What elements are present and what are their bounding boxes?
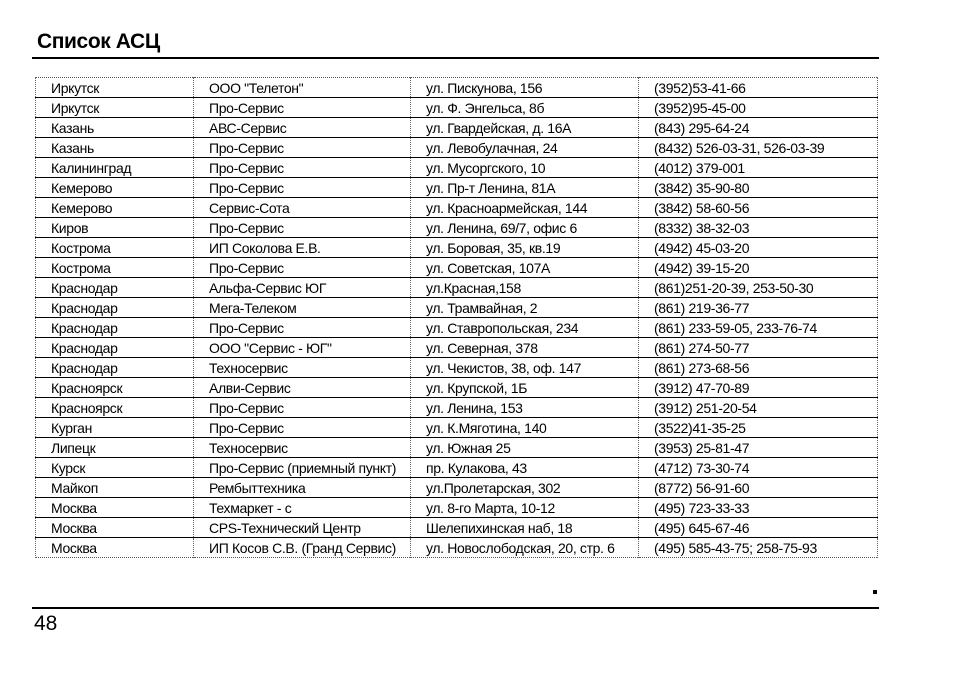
table-row [36,358,878,378]
table-row [36,398,878,418]
cell-address: ул. Северная, 378 [411,338,639,358]
cell-phone: (3953) 25-81-47 [639,438,878,458]
cell-company: Про-Сервис [194,158,411,178]
table-row [36,298,878,318]
cell-address: ул. Красноармейская, 144 [411,198,639,218]
cell-city: Москва [36,498,194,518]
cell-company: Про-Сервис [194,258,411,278]
cell-city: Курск [36,458,194,478]
table-row [36,178,878,198]
cell-company: ООО "Сервис - ЮГ" [194,338,411,358]
cell-phone: (3912) 47-70-89 [639,378,878,398]
cell-address: ул. Боровая, 35, кв.19 [411,238,639,258]
table-row [36,518,878,538]
cell-city: Липецк [36,438,194,458]
cell-company: Про-Сервис [194,398,411,418]
cell-phone: (4942) 45-03-20 [639,238,878,258]
cell-phone: (861) 274-50-77 [639,338,878,358]
cell-phone: (843) 295-64-24 [639,118,878,138]
table-row [36,318,878,338]
cell-company: Рембыттехника [194,478,411,498]
cell-phone: (8432) 526-03-31, 526-03-39 [639,138,878,158]
table-row [36,278,878,298]
cell-address: ул. К.Мяготина, 140 [411,418,639,438]
cell-phone: (495) 723-33-33 [639,498,878,518]
cell-address: Шелепихинская наб, 18 [411,518,639,538]
cell-phone: (861)251-20-39, 253-50-30 [639,278,878,298]
cell-phone: (3952)95-45-00 [639,98,878,118]
cell-city: Майкоп [36,478,194,498]
table-row [36,258,878,278]
table-row [36,78,878,98]
cell-company: Мега-Телеком [194,298,411,318]
cell-company: ИП Косов С.В. (Гранд Сервис) [194,538,411,558]
cell-company: Техносервис [194,358,411,378]
cell-address: ул. Трамвайная, 2 [411,298,639,318]
cell-city: Кострома [36,238,194,258]
cell-company: Про-Сервис [194,418,411,438]
cell-city: Москва [36,518,194,538]
cell-address: ул. Гвардейская, д. 16А [411,118,639,138]
cell-company: Техносервис [194,438,411,458]
footer-divider [32,607,879,609]
cell-company: Техмаркет - с [194,498,411,518]
cell-city: Краснодар [36,298,194,318]
cell-phone: (3842) 35-90-80 [639,178,878,198]
cell-address: ул. Ставропольская, 234 [411,318,639,338]
table-row [36,198,878,218]
table-body [36,78,878,558]
cell-company: ООО "Телетон" [194,78,411,98]
cell-phone: (3522)41-35-25 [639,418,878,438]
cell-company: Про-Сервис (приемный пункт) [194,458,411,478]
cell-address: ул. Пискунова, 156 [411,78,639,98]
cell-phone: (4712) 73-30-74 [639,458,878,478]
cell-company: Про-Сервис [194,98,411,118]
table-row [36,138,878,158]
cell-address: ул. Советская, 107А [411,258,639,278]
page-title: Список АСЦ [37,30,160,53]
end-marker [873,590,877,594]
cell-city: Киров [36,218,194,238]
cell-company: CPS-Технический Центр [194,518,411,538]
table-row [36,498,878,518]
cell-address: ул. Ф. Энгельса, 8б [411,98,639,118]
cell-city: Краснодар [36,278,194,298]
cell-phone: (861) 233-59-05, 233-76-74 [639,318,878,338]
table-row [36,458,878,478]
cell-address: пр. Кулакова, 43 [411,458,639,478]
cell-phone: (8332) 38-32-03 [639,218,878,238]
cell-company: Про-Сервис [194,138,411,158]
cell-company: Про-Сервис [194,218,411,238]
table-row [36,238,878,258]
cell-city: Курган [36,418,194,438]
cell-address: ул. Чекистов, 38, оф. 147 [411,358,639,378]
table-row [36,118,878,138]
cell-phone: (861) 219-36-77 [639,298,878,318]
cell-city: Иркутск [36,78,194,98]
cell-phone: (495) 645-67-46 [639,518,878,538]
cell-city: Красноярск [36,378,194,398]
cell-address: ул. Крупской, 1Б [411,378,639,398]
cell-city: Краснодар [36,318,194,338]
cell-address: ул. Левобулачная, 24 [411,138,639,158]
cell-phone: (4942) 39-15-20 [639,258,878,278]
cell-company: Альфа-Сервис ЮГ [194,278,411,298]
table-row [36,158,878,178]
cell-city: Краснодар [36,338,194,358]
cell-address: ул. 8-го Марта, 10-12 [411,498,639,518]
cell-phone: (4012) 379-001 [639,158,878,178]
cell-city: Кострома [36,258,194,278]
table-row [36,338,878,358]
cell-address: ул. Новослободская, 20, стр. 6 [411,538,639,558]
table-row [36,418,878,438]
cell-city: Кемерово [36,178,194,198]
cell-phone: (3842) 58-60-56 [639,198,878,218]
cell-city: Казань [36,118,194,138]
cell-company: ИП Соколова Е.В. [194,238,411,258]
cell-city: Казань [36,138,194,158]
table-row [36,478,878,498]
cell-address: ул. Пр-т Ленина, 81А [411,178,639,198]
cell-city: Краснодар [36,358,194,378]
cell-phone: (495) 585-43-75; 258-75-93 [639,538,878,558]
cell-company: Про-Сервис [194,318,411,338]
header-divider [32,57,879,59]
cell-address: ул. Южная 25 [411,438,639,458]
cell-address: ул. Ленина, 69/7, офис 6 [411,218,639,238]
cell-address: ул.Красная,158 [411,278,639,298]
cell-address: ул.Пролетарская, 302 [411,478,639,498]
cell-company: Про-Сервис [194,178,411,198]
cell-phone: (3952)53-41-66 [639,78,878,98]
cell-company: Сервис-Сота [194,198,411,218]
cell-city: Иркутск [36,98,194,118]
cell-company: АВС-Сервис [194,118,411,138]
table-row [36,378,878,398]
cell-phone: (861) 273-68-56 [639,358,878,378]
cell-city: Москва [36,538,194,558]
page-number: 48 [34,612,58,635]
cell-address: ул. Мусоргского, 10 [411,158,639,178]
cell-city: Калининград [36,158,194,178]
cell-phone: (3912) 251-20-54 [639,398,878,418]
table-row [36,538,878,558]
cell-phone: (8772) 56-91-60 [639,478,878,498]
table-row [36,438,878,458]
cell-city: Кемерово [36,198,194,218]
cell-company: Алви-Сервис [194,378,411,398]
service-centers-table [35,77,878,558]
cell-address: ул. Ленина, 153 [411,398,639,418]
table-row [36,98,878,118]
table-row [36,218,878,238]
cell-city: Красноярск [36,398,194,418]
